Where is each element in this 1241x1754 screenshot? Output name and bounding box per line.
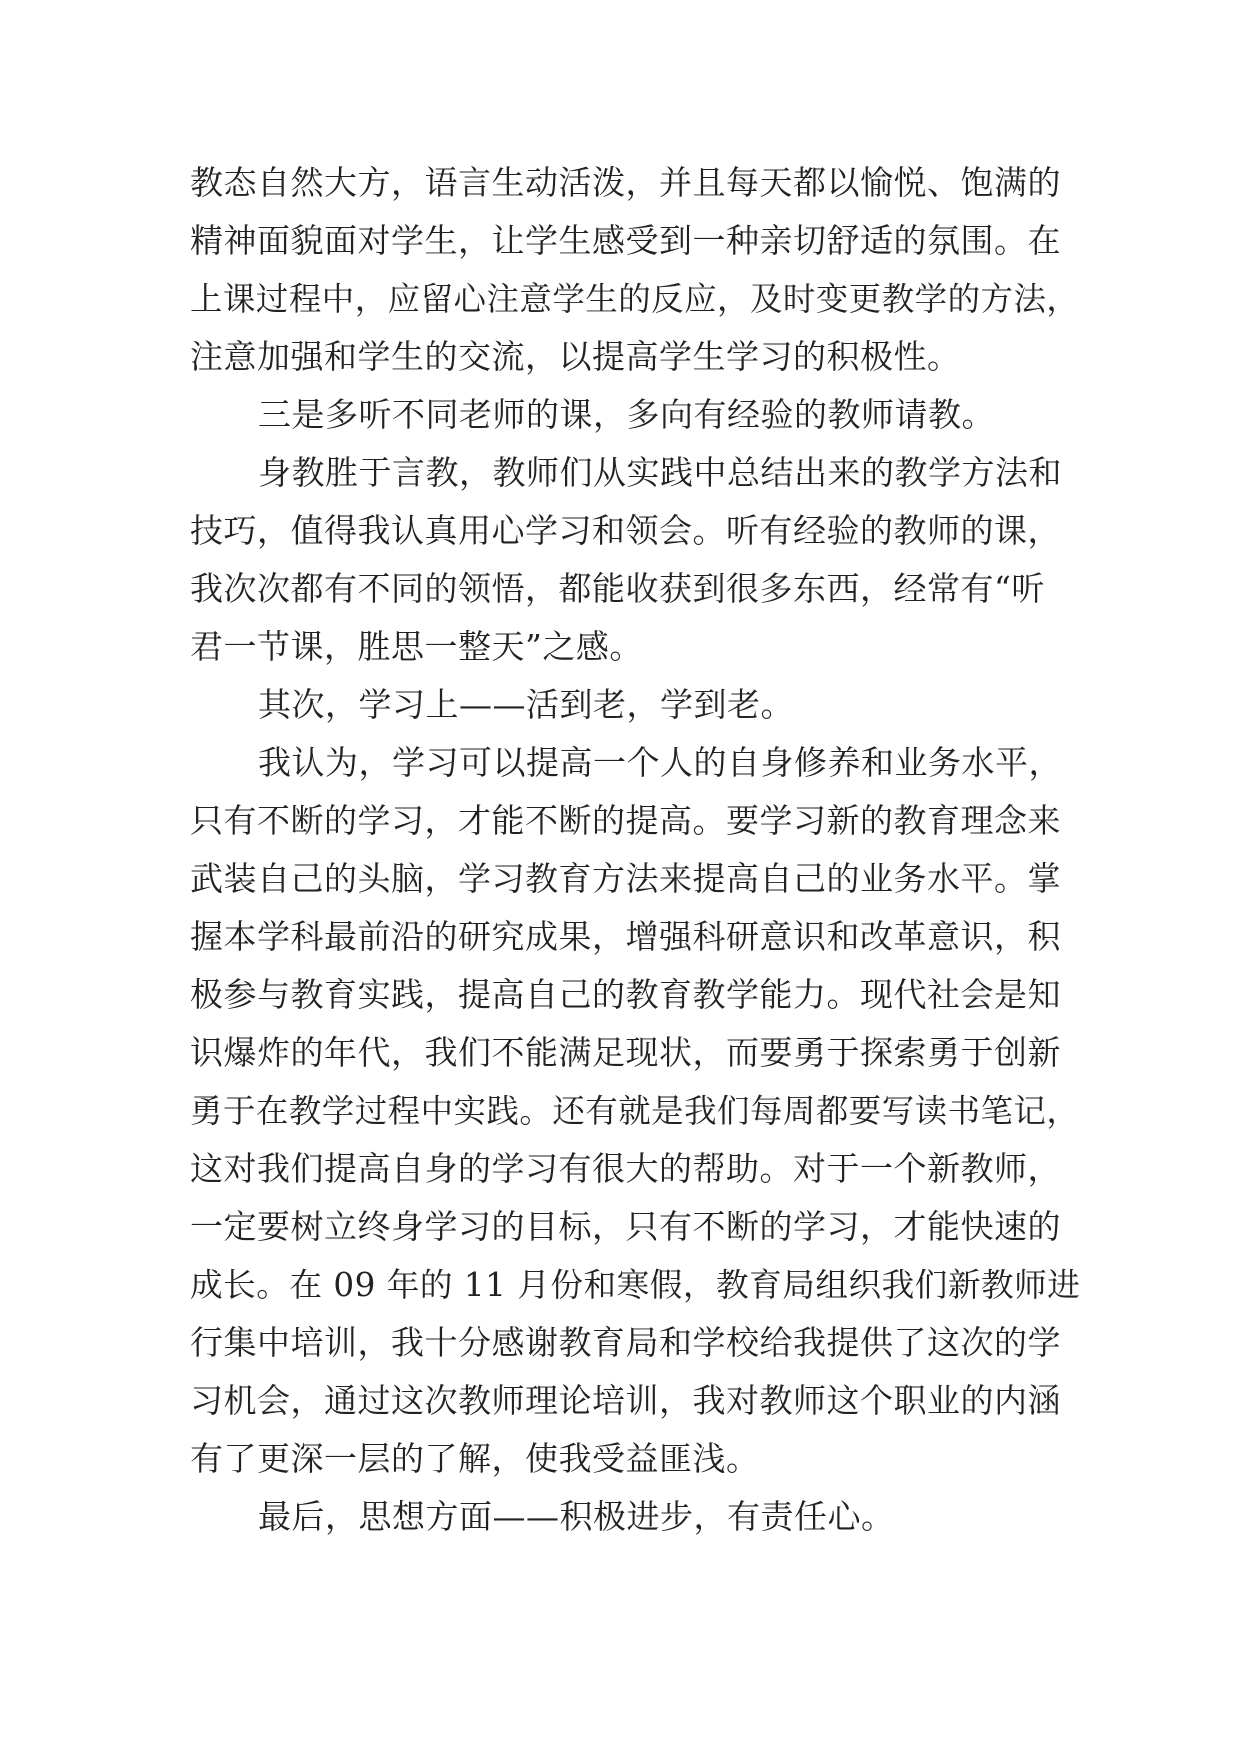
- text-line: 君一节课，胜思一整天”之感。: [190, 627, 643, 666]
- text-line: 技巧，值得我认真用心学习和领会。听有经验的教师的课，: [190, 511, 1061, 550]
- text-line: 身教胜于言教，教师们从实践中总结出来的教学方法和: [258, 453, 1062, 492]
- text-line: 三是多听不同老师的课，多向有经验的教师请教。: [258, 395, 995, 434]
- text-line: 行集中培训，我十分感谢教育局和学校给我提供了这次的学: [190, 1323, 1061, 1362]
- text-line: 握本学科最前沿的研究成果，增强科研意识和改革意识，积: [190, 917, 1061, 956]
- text-line: 勇于在教学过程中实践。还有就是我们每周都要写读书笔记，: [190, 1092, 1080, 1130]
- text-line: 最后，思想方面——积极进步，有责任心。: [258, 1497, 895, 1536]
- text-line: 其次，学习上——活到老，学到老。: [258, 685, 794, 724]
- text-line: 精神面貌面对学生，让学生感受到一种亲切舒适的氛围。在: [190, 221, 1061, 260]
- text-line: 习机会，通过这次教师理论培训，我对教师这个职业的内涵: [190, 1381, 1061, 1420]
- text-line: 这对我们提高自身的学习有很大的帮助。对于一个新教师，: [190, 1149, 1061, 1188]
- text-line: 教态自然大方，语言生动活泼，并且每天都以愉悦、饱满的: [190, 163, 1061, 202]
- text-line: 我认为，学习可以提高一个人的自身修养和业务水平，: [258, 743, 1062, 782]
- text-line: 极参与教育实践，提高自己的教育教学能力。现代社会是知: [190, 975, 1061, 1014]
- text-line: 武装自己的头脑，学习教育方法来提高自己的业务水平。掌: [190, 859, 1061, 898]
- text-line: 注意加强和学生的交流，以提高学生学习的积极性。: [190, 337, 961, 376]
- text-line: 上课过程中，应留心注意学生的反应，及时变更教学的方法，: [190, 280, 1080, 318]
- text-line: 识爆炸的年代，我们不能满足现状，而要勇于探索勇于创新: [190, 1033, 1061, 1072]
- text-line: 我次次都有不同的领悟，都能收获到很多东西，经常有“听: [190, 569, 1045, 608]
- text-line: 成长。在 09 年的 11 月份和寒假，教育局组织我们新教师进: [190, 1266, 1081, 1304]
- text-line: 一定要树立终身学习的目标，只有不断的学习，才能快速的: [190, 1207, 1061, 1246]
- text-line: 只有不断的学习，才能不断的提高。要学习新的教育理念来: [190, 801, 1061, 840]
- text-line: 有了更深一层的了解，使我受益匪浅。: [190, 1439, 760, 1478]
